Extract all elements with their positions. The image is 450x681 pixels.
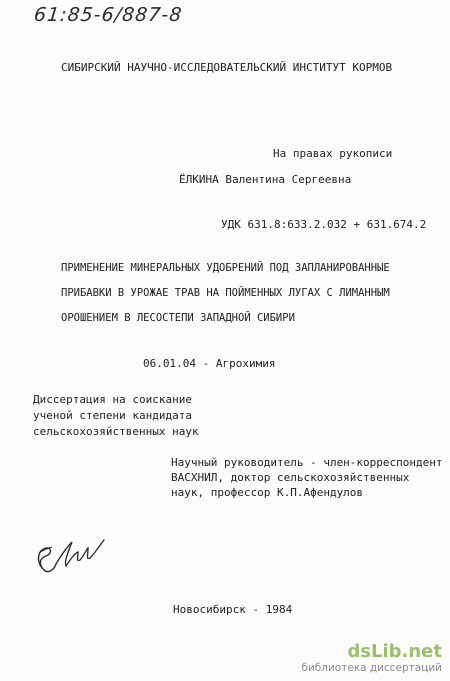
advisor-line: ВАСХНИЛ, доктор сельскохозяйственных: [171, 471, 410, 484]
manuscript-rights: На правах рукописи: [273, 147, 393, 160]
handwritten-signature: [28, 530, 118, 580]
institute-name: СИБИРСКИЙ НАУЧНО-ИССЛЕДОВАТЕЛЬСКИЙ ИНСТИТУТ КОРМОВ: [61, 61, 393, 74]
watermark-logo: dsLib.net: [347, 641, 442, 662]
title-line: ПРИМЕНЕНИЕ МИНЕРАЛЬНЫХ УДОБРЕНИЙ ПОД ЗАПЛАНИРОВАННЫЕ: [61, 262, 390, 274]
dissertation-degree: [33, 392, 199, 440]
dissertation-title: [61, 261, 390, 336]
site-watermark: [301, 642, 442, 675]
city-year: Новосибирск - 1984: [173, 603, 293, 616]
author-name: ЁЛКИНА Валентина Сергеевна: [179, 173, 352, 186]
advisor-line: наук, профессор К.П.Афендулов: [171, 486, 364, 499]
degree-line: ученой степени кандидата: [33, 409, 192, 422]
title-line: ПРИБАВКИ В УРОЖАЕ ТРАВ НА ПОЙМЕННЫХ ЛУГАХ С ЛИМАННЫМ: [61, 287, 390, 299]
advisor-line: Научный руководитель - член-корреспондент: [171, 456, 443, 469]
udk-code: УДК 631.8:633.2.032 + 631.674.2: [221, 218, 427, 231]
watermark-subtitle: библиотека диссертаций: [301, 662, 442, 674]
degree-line: сельскохозяйственных наук: [33, 425, 199, 438]
scientific-advisor: [171, 455, 443, 500]
specialty: 06.01.04 - Агрохимия: [143, 357, 276, 370]
degree-line: Диссертация на соискание: [33, 393, 192, 406]
title-line: ОРОШЕНИЕМ В ЛЕСОСТЕПИ ЗАПАДНОЙ СИБИРИ: [61, 312, 295, 324]
archive-stamp: 61:85-6/887-8: [32, 4, 184, 26]
